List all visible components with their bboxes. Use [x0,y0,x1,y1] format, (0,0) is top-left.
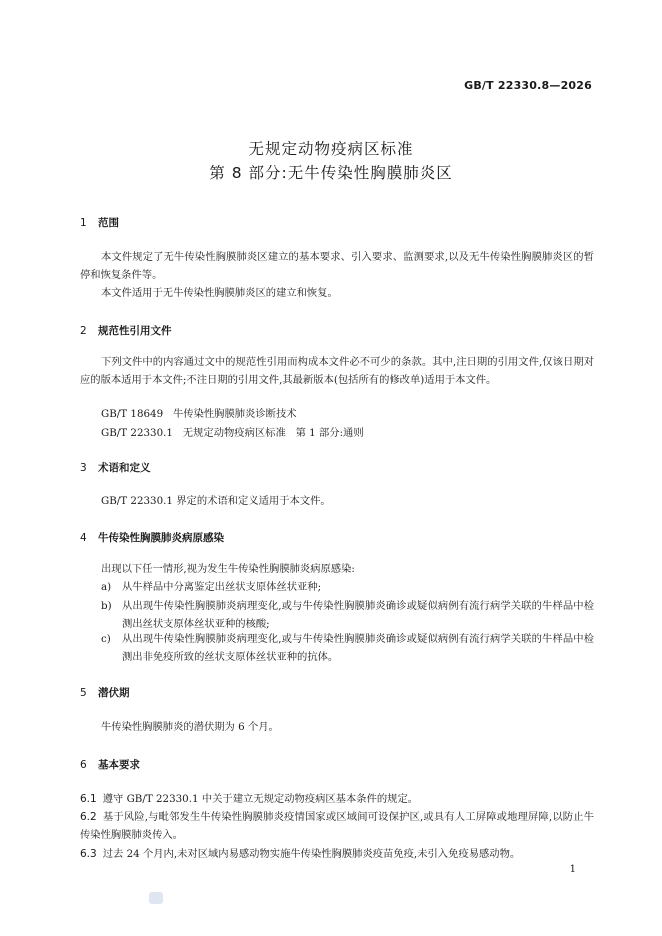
section-number: 5 [80,687,87,699]
section-heading-2 [80,323,172,338]
section-heading-4 [80,530,224,545]
clause [80,790,594,808]
clause-text: 基于风险,与毗邻发生牛传染性胸膜肺炎疫情国家或区域间可设保护区,或具有人工屏障或地理屏障,以防止牛传染性胸膜肺炎传入。 [80,811,594,841]
list-marker: b) [101,600,112,612]
clause-number: 6.3 [80,848,97,860]
clause [80,845,594,863]
list-item [80,578,594,596]
section-number: 3 [80,462,87,474]
paragraph: 牛传染性胸膜肺炎的潜伏期为 6 个月。 [101,721,279,733]
section-title: 潜伏期 [98,687,130,699]
document-title-line2: 第 8 部分:无牛传染性胸膜肺炎区 [209,164,453,182]
watermark-logo [149,892,163,904]
paragraph: GB/T 22330.1 界定的术语和定义适用于本文件。 [101,495,331,507]
clause-text: 过去 24 个月内,未对区域内易感动物实施牛传染性胸膜肺炎疫苗免疫,未引入免疫易感动物。 [102,848,521,860]
section-number: 2 [80,325,87,337]
list-marker: c) [101,633,111,645]
section-title: 牛传染性胸膜肺炎病原感染 [98,532,224,544]
section-heading-1 [80,215,119,230]
list-text: 从出现牛传染性胸膜肺炎病理变化,或与牛传染性胸膜肺炎确诊或疑似病例有流行病学关联的牛样品中检测出非免疫所致的丝状支原体丝状亚种的抗体。 [122,633,594,663]
paragraph: 本文件规定了无牛传染性胸膜肺炎区建立的基本要求、引入要求、监测要求,以及无牛传染性胸膜肺炎区的暂停和恢复条件等。 [80,251,594,281]
section-heading-6 [80,757,140,772]
section-heading-5 [80,685,130,700]
normative-reference: GB/T 18649 牛传染性胸膜肺炎诊断技术 [101,408,297,420]
list-text: 从牛样品中分离鉴定出丝状支原体丝状亚种; [122,581,322,593]
clause-number: 6.2 [80,811,97,823]
clause-number: 6.1 [80,793,97,805]
standard-code: GB/T 22330.8—2026 [464,79,592,92]
list-item [80,597,594,633]
section-title: 术语和定义 [98,462,151,474]
clause [80,808,594,844]
section-number: 6 [80,759,87,771]
paragraph: 出现以下任一情形,视为发生牛传染性胸膜肺炎病原感染: [101,563,355,575]
section-heading-3 [80,460,151,475]
page-number: 1 [569,864,576,875]
section-title: 范围 [98,217,119,229]
list-text: 从出现牛传染性胸膜肺炎病理变化,或与牛传染性胸膜肺炎确诊或疑似病例有流行病学关联的牛样品中检测出丝状支原体丝状亚种的核酸; [122,600,594,630]
clause-text: 遵守 GB/T 22330.1 中关于建立无规定动物疫病区基本条件的规定。 [102,793,419,805]
section-number: 1 [80,217,87,229]
section-number: 4 [80,532,87,544]
paragraph: 本文件适用于无牛传染性胸膜肺炎区的建立和恢复。 [101,287,338,299]
section-title: 规范性引用文件 [98,325,172,337]
paragraph: 下列文件中的内容通过文中的规范性引用而构成本文件必不可少的条款。其中,注日期的引用文件,仅该日期对应的版本适用于本文件;不注日期的引用文件,其最新版本(包括所有的修改单)适用于本文件。 [80,356,594,386]
section-title: 基本要求 [98,759,140,771]
document-title-line1: 无规定动物疫病区标准 [248,140,414,158]
list-marker: a) [101,581,112,593]
normative-reference: GB/T 22330.1 无规定动物疫病区标准 第 1 部分:通则 [101,427,364,439]
list-item [80,630,594,666]
